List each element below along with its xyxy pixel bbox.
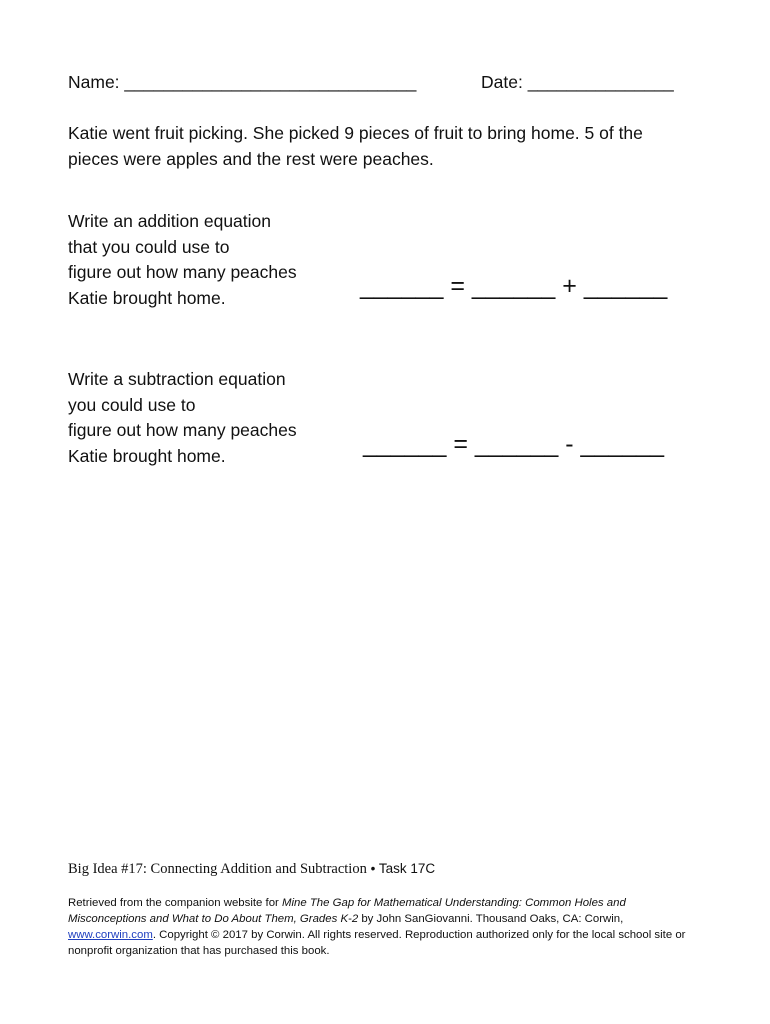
- addition-equation-blanks[interactable]: ______ = ______ + ______: [360, 272, 668, 300]
- task-label: Task 17C: [378, 861, 436, 876]
- footer-title: [68, 861, 435, 878]
- citation-line: [68, 927, 718, 943]
- citation-line: nonprofit organization that has purchased this book.: [68, 945, 330, 957]
- citation-text: . Copyright © 2017 by Corwin. All rights reserved. Reproduction authorized only for the local school site or: [152, 929, 686, 941]
- citation-text: by John SanGiovanni. Thousand Oaks, CA: Corwin,: [358, 913, 624, 925]
- problem-line: Katie went fruit picking. She picked 9 pieces of fruit to bring home. 5 of the: [68, 123, 643, 143]
- bullet-separator: •: [366, 861, 379, 876]
- prompt-line: that you could use to: [68, 236, 230, 257]
- subtraction-prompt: [68, 367, 348, 469]
- problem-statement: [68, 121, 708, 172]
- subtraction-equation-blanks[interactable]: ______ = ______ - ______: [363, 430, 664, 458]
- addition-prompt: [68, 209, 348, 311]
- book-title: Misconceptions and What to Do About Them, Grades K-2: [68, 913, 359, 925]
- problem-line: pieces were apples and the rest were peaches.: [68, 148, 434, 169]
- prompt-line: Katie brought home.: [68, 445, 226, 466]
- date-field[interactable]: Date: _______________: [481, 72, 674, 92]
- prompt-line: figure out how many peaches: [68, 262, 297, 282]
- header-line: [68, 70, 674, 96]
- prompt-line: figure out how many peaches: [68, 420, 297, 440]
- prompt-line: Write an addition equation: [68, 211, 272, 231]
- book-title: Mine The Gap for Mathematical Understanding: Common Holes and: [282, 897, 626, 909]
- citation-text: Retrieved from the companion website for: [68, 897, 282, 909]
- name-field[interactable]: Name: ______________________________: [68, 72, 417, 92]
- corwin-link[interactable]: www.corwin.com: [68, 929, 153, 941]
- big-idea-title: Big Idea #17: Connecting Addition and Subtraction: [68, 861, 367, 877]
- citation: [68, 895, 718, 959]
- citation-line: [68, 895, 718, 911]
- citation-line: [68, 911, 718, 927]
- prompt-line: Write a subtraction equation: [68, 369, 286, 389]
- prompt-line: you could use to: [68, 394, 196, 415]
- prompt-line: Katie brought home.: [68, 287, 226, 308]
